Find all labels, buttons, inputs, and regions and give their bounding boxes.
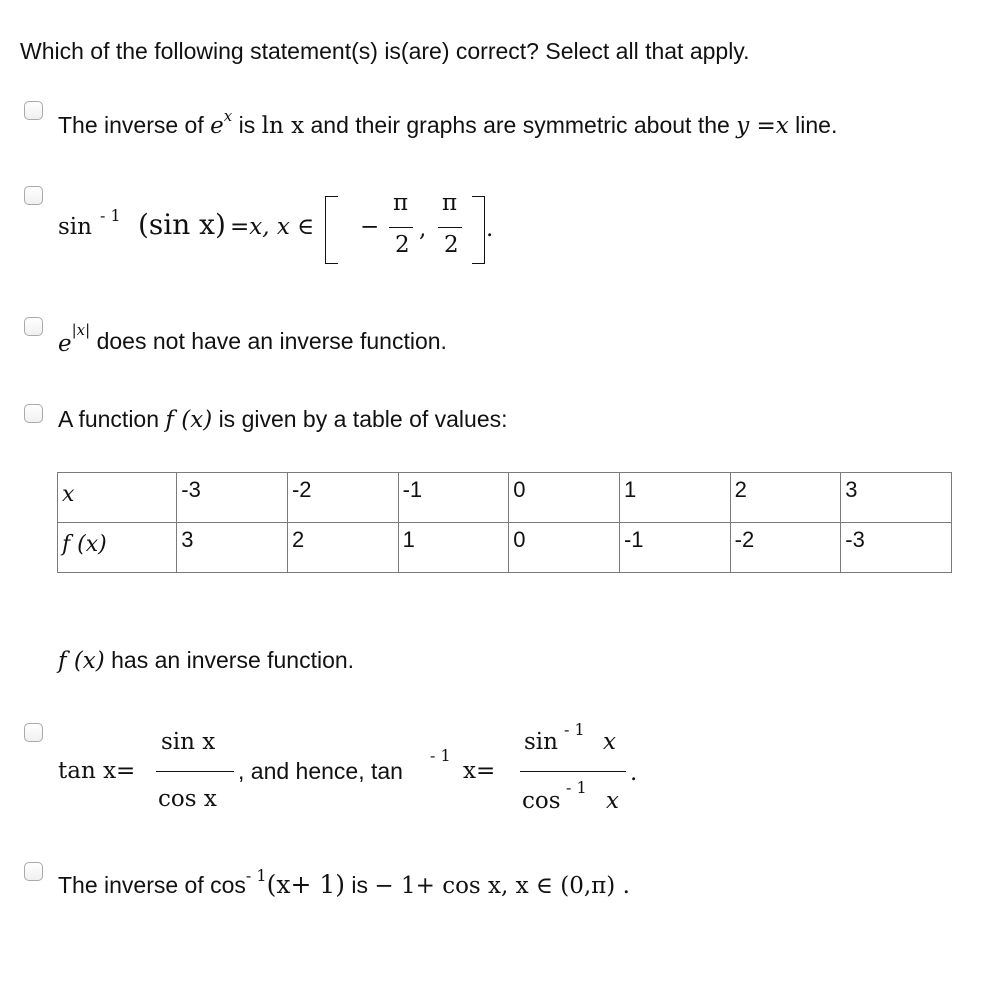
option-1-part-a: The inverse of — [58, 112, 204, 138]
option-2-pi-2: π — [442, 190, 458, 216]
option-5-num-2-x: x — [603, 729, 616, 755]
option-5-den-2-cos: cos — [522, 788, 561, 814]
option-5-inv: - 1 — [430, 746, 451, 765]
table-cell: 1 — [398, 523, 509, 573]
question-text: Which of the following statement(s) is(are) correct? Select all that apply. — [20, 38, 750, 64]
table-cell: -3 — [177, 473, 288, 523]
option-2-inverse-exp: - 1 — [100, 206, 121, 225]
option-1-exponent: x — [223, 107, 233, 125]
table-cell: 1 — [619, 473, 730, 523]
table-cell: -3 — [841, 523, 952, 573]
option-5-mid: , and hence, tan — [238, 758, 403, 784]
table-cell: 2 — [730, 473, 841, 523]
table-row-fx — [58, 523, 952, 573]
option-2-equals: =x, x ∈ — [230, 214, 315, 240]
option-2-frac-bar-1 — [389, 227, 413, 228]
values-table — [57, 472, 952, 573]
option-4-checkbox[interactable] — [24, 404, 43, 423]
option-6-part-a: The inverse of cos — [58, 872, 246, 898]
option-4-conclusion — [58, 647, 354, 674]
option-5-den-1: cos x — [158, 786, 217, 812]
option-2-minus: − — [360, 214, 380, 240]
option-2-inner: (sin x) — [138, 208, 226, 241]
option-5-formula — [58, 720, 678, 824]
option-5-period: . — [630, 760, 638, 786]
option-1-line-eq: y =x — [736, 113, 789, 139]
option-1-ln: ln x — [261, 113, 305, 139]
option-2-frac-bar-2 — [438, 227, 462, 228]
option-5-num-2-inv: - 1 — [564, 720, 585, 739]
option-6-inv: - 1 — [245, 866, 267, 885]
option-2-right-bracket — [472, 196, 485, 264]
option-1-part-d: line. — [795, 112, 838, 138]
table-cell: -1 — [619, 523, 730, 573]
option-2-den-2: 2 — [444, 232, 459, 258]
option-4-fx: f (x) — [165, 407, 213, 433]
option-2-sin: sin — [58, 214, 92, 240]
table-cell: 3 — [177, 523, 288, 573]
option-3-text — [58, 321, 447, 357]
option-1-part-b: is — [238, 112, 256, 138]
option-5-num-1: sin x — [161, 729, 216, 755]
option-5-checkbox[interactable] — [24, 723, 43, 742]
table-cell: -1 — [398, 473, 509, 523]
table-cell: 0 — [509, 523, 620, 573]
option-1-checkbox[interactable] — [24, 101, 43, 120]
option-2-left-bracket — [325, 196, 338, 264]
option-4-part-a: A function — [58, 406, 160, 432]
table-cell: 3 — [841, 473, 952, 523]
option-5-num-2-sin: sin — [524, 729, 558, 755]
option-5-frac-bar-1 — [156, 771, 234, 772]
option-2-checkbox[interactable] — [24, 186, 43, 205]
option-1-text — [58, 107, 838, 139]
table-cell: -2 — [287, 473, 398, 523]
table-cell: 2 — [287, 523, 398, 573]
table-cell: -2 — [730, 523, 841, 573]
option-3-checkbox[interactable] — [24, 317, 43, 336]
table-row-x — [58, 473, 952, 523]
option-6-checkbox[interactable] — [24, 862, 43, 881]
option-5-den-2-x: x — [606, 788, 619, 814]
option-3-statement: does not have an inverse function. — [96, 328, 447, 354]
option-2-comma: , — [419, 216, 427, 242]
option-5-x-eq: x= — [463, 758, 496, 784]
option-3-exponent: |x| — [71, 321, 91, 339]
option-4-text — [58, 406, 508, 433]
option-2-den-1: 2 — [395, 232, 410, 258]
option-2-pi-1: π — [393, 190, 409, 216]
option-5-den-2-inv: - 1 — [566, 778, 587, 797]
option-6-part-b: is — [351, 872, 369, 898]
option-5-frac-bar-2 — [520, 771, 626, 772]
option-6-expr: − 1+ cos x, x ∈ (0,π) . — [374, 873, 630, 899]
option-4-conclusion-text: has an inverse function. — [111, 647, 355, 673]
table-cell: 0 — [509, 473, 620, 523]
table-row-label-x: x — [58, 473, 177, 523]
option-1-part-c: and their graphs are symmetric about the — [310, 112, 730, 138]
option-6-text — [58, 866, 630, 899]
option-3-e: e — [58, 331, 72, 357]
option-4-conclusion-fx: f (x) — [58, 648, 105, 674]
option-6-arg: (x+ 1) — [266, 870, 345, 899]
table-row-label-fx: f (x) — [58, 523, 177, 573]
option-1-e: e — [210, 113, 224, 139]
option-4-part-b: is given by a table of values: — [218, 406, 508, 432]
option-5-tan: tan x= — [58, 758, 136, 784]
option-2-period: . — [486, 216, 494, 242]
